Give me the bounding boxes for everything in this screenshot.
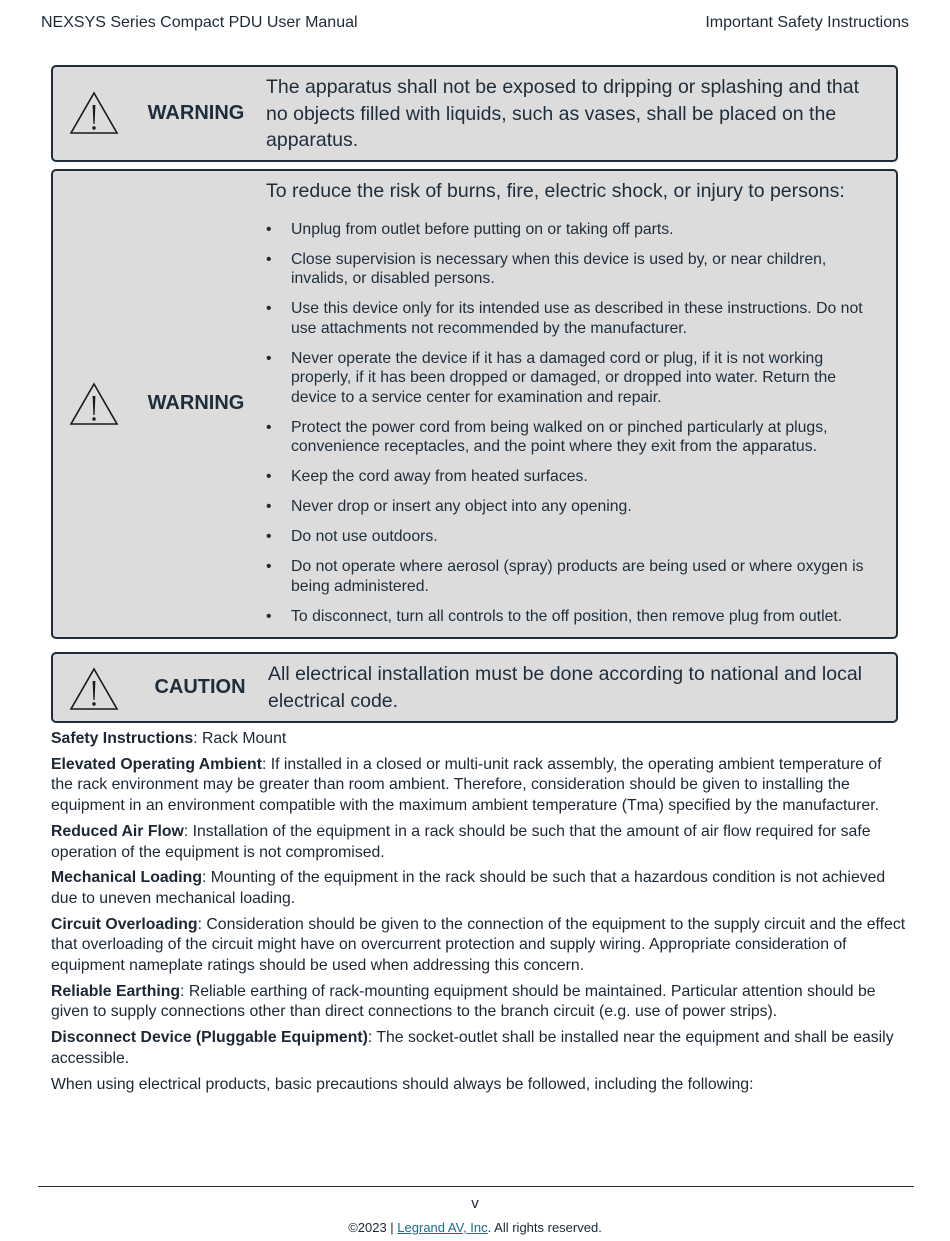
list-item: • Close supervision is necessary when this device is used by, or near children, invalids, or disabled persons. [266, 250, 886, 289]
company-link[interactable]: Legrand AV, Inc [397, 1220, 488, 1235]
section-reduced-air-flow: Reduced Air Flow: Installation of the equipment in a rack should be such that the amount of air flow required for safe operation of the equipment is not compromised. [51, 822, 871, 861]
list-item: • Never operate the device if it has a damaged cord or plug, if it is not working properly, if it has been dropped or damaged, or dropped into water. Return the device to a service center for examination and repair. [266, 349, 886, 408]
copyright-line: ©2023 | Legrand AV, Inc. All rights reserved. [348, 1220, 602, 1235]
warning-content [266, 178, 886, 637]
warning-text: The apparatus shall not be exposed to dripping or splashing and that no objects filled with liquids, such as vases, shall be placed on the apparatus. [266, 76, 859, 151]
manual-title: NEXSYS Series Compact PDU User Manual [41, 14, 358, 31]
warning-intro: To reduce the risk of burns, fire, electric shock, or injury to persons: [266, 180, 845, 202]
list-item: • Keep the cord away from heated surfaces. [266, 467, 886, 487]
section-circuit-overloading: Circuit Overloading: Consideration should be given to the connection of the equipment to the supply circuit and the effect that overloading of the circuit might have on overcurrent protection and supply wiring. Appropriate consideration of equipment nameplate ratings should be used when addressing this concern. [51, 915, 906, 975]
section-reliable-earthing: Reliable Earthing: Reliable earthing of rack-mounting equipment should be maintained. Particular attention should be given to supply connections other than direct connections to the branch circuit (e.g. use of power strips). [51, 982, 876, 1021]
list-item: • Never drop or insert any object into any opening. [266, 497, 886, 517]
list-item: • Do not operate where aerosol (spray) products are being used or where oxygen is being administered. [266, 557, 886, 596]
warning-label: WARNING [147, 102, 245, 124]
list-item: • Unplug from outlet before putting on or taking off parts. [266, 220, 886, 240]
warning-label: WARNING [147, 392, 245, 414]
warning-box-injury [51, 169, 898, 639]
section-safety-instructions: Safety Instructions: Rack Mount [51, 730, 287, 747]
caution-label: CAUTION [154, 676, 246, 698]
list-item: • Protect the power cord from being walked on or pinched particularly at plugs, convenience receptacles, and the point where they exit from the apparatus. [266, 418, 886, 457]
section-title: Important Safety Instructions [705, 14, 909, 31]
section-disconnect-device: Disconnect Device (Pluggable Equipment): The socket-outlet shall be installed near the equipment and shall be easily accessible. [51, 1029, 894, 1067]
warning-triangle-icon [69, 382, 119, 426]
footer-divider [38, 1186, 914, 1187]
section-elevated-ambient: Elevated Operating Ambient: If installed in a closed or multi-unit rack assembly, the operating ambient temperature of the rack environment may be greater than room ambient. Therefore, consideration should be given to installing the equipment in an environment compatible with the maximum ambient temperature (Tma) specified by the manufacturer. [51, 755, 882, 815]
closing-paragraph: When using electrical products, basic precautions should always be followed, including the following: [51, 1075, 754, 1093]
list-item: • Use this device only for its intended use as described in these instructions. Do not use attachments not recommended by the manufacturer. [266, 299, 886, 338]
rack-mount-instructions [51, 729, 906, 1100]
warning-box-liquids [51, 65, 898, 162]
warning-triangle-icon [69, 667, 119, 711]
list-item: • To disconnect, turn all controls to the off position, then remove plug from outlet. [266, 607, 886, 627]
page-number: v [471, 1195, 479, 1212]
warning-triangle-icon [69, 91, 119, 135]
caution-text: All electrical installation must be done according to national and local electrical code. [268, 663, 863, 712]
precautions-list [266, 220, 886, 627]
section-mechanical-loading: Mechanical Loading: Mounting of the equipment in the rack should be such that a hazardous condition is not achieved due to uneven mechanical loading. [51, 869, 886, 907]
list-item: • Do not use outdoors. [266, 527, 886, 547]
caution-box-installation [51, 652, 898, 723]
page-header [41, 14, 909, 32]
